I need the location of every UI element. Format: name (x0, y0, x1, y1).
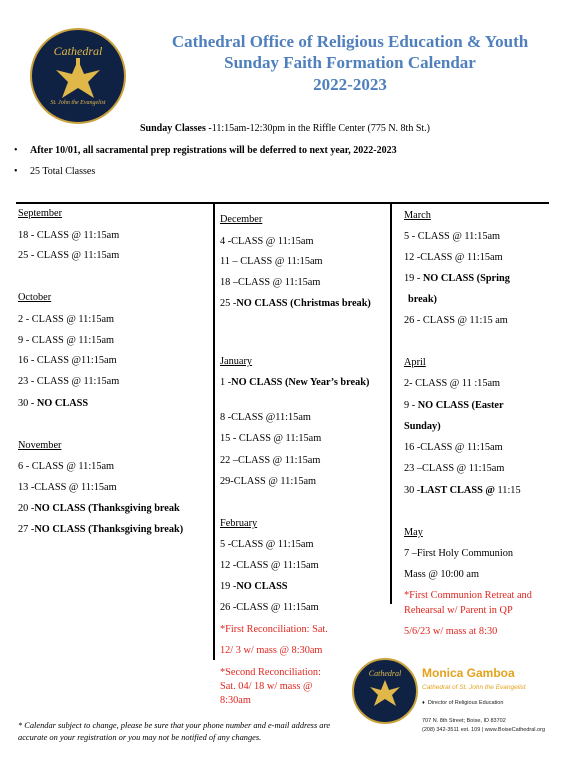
sunday-classes-details: 11:15am-12:30pm in the Riffle Center (775 N. 8th St.) (211, 123, 431, 134)
list-item (220, 377, 386, 388)
item-no-class: NO CLASS (36, 398, 89, 409)
month-february: February (220, 518, 258, 529)
reconciliation-note-2: *Second Reconciliation: (220, 667, 321, 678)
diamond-bullet-icon: ♦ (422, 700, 425, 706)
item-last-class: LAST CLASS @ (420, 485, 495, 496)
month-may: May (404, 527, 423, 538)
signature-logo (352, 658, 418, 724)
list-item: Mass @ 10:00 am (404, 569, 479, 580)
list-item: 12 -CLASS @ 11:15am (404, 252, 503, 263)
list-item (404, 273, 510, 284)
list-item (220, 298, 386, 309)
list-item: 2- CLASS @ 11 :15am (404, 378, 501, 389)
item-no-class: break) (408, 294, 437, 305)
item-no-class: NO CLASS (Easter (417, 400, 504, 411)
month-november: November (18, 440, 62, 451)
bullet-dot-icon: • (14, 166, 18, 177)
list-item: 25 - CLASS @ 11:15am (18, 250, 120, 261)
item-date: 30 - (18, 398, 37, 409)
list-item: 4 -CLASS @ 11:15am (220, 236, 314, 247)
list-item: 16 - CLASS @11:15am (18, 355, 117, 366)
communion-note: *First Communion Retreat and (404, 590, 532, 601)
list-item (404, 400, 504, 411)
list-item: 18 - CLASS @ 11:15am (18, 230, 120, 241)
list-item-continued (404, 421, 441, 432)
item-date: 20 - (18, 503, 35, 514)
list-item (220, 581, 288, 592)
cathedral-logo (30, 28, 126, 124)
signature-name: Monica Gamboa (422, 666, 515, 680)
list-item: 8 -CLASS @11:15am (220, 412, 311, 423)
footnote: * Calendar subject to change, please be sure that your phone number and e-mail address are accurate on your registration or you may not be notified of any changes. (18, 721, 331, 742)
item-no-class: NO CLASS (New Year’s break) (231, 377, 370, 388)
list-item: 11 – CLASS @ 11:15am (220, 256, 323, 267)
list-item: 15 - CLASS @ 11:15am (220, 433, 322, 444)
bullet-item (14, 166, 95, 177)
reconciliation-note-1: *First Reconciliation: Sat. (220, 624, 328, 635)
reconciliation-note-2: Sat. 04/ 18 w/ mass @ (220, 681, 313, 692)
communion-note: 5/6/23 w/ mass at 8:30 (404, 626, 498, 637)
title-line-3: 2022-2023 (313, 75, 387, 94)
list-item (18, 398, 88, 409)
month-october: October (18, 292, 52, 303)
month-march: March (404, 210, 431, 221)
communion-note: Rehearsal w/ Parent in QP (404, 605, 513, 616)
list-item: 13 -CLASS @ 11:15am (18, 482, 117, 493)
item-no-class: NO CLASS (Spring (422, 273, 510, 284)
signature-logo-text: Cathedral (368, 669, 402, 678)
list-item: 6 - CLASS @ 11:15am (18, 461, 115, 472)
month-september: September (18, 208, 63, 219)
horizontal-divider (16, 202, 549, 204)
month-december: December (220, 214, 263, 225)
list-item: 29-CLASS @ 11:15am (220, 476, 317, 487)
item-date: 30 - (404, 485, 421, 496)
list-item (18, 524, 183, 535)
title-line-2: Sunday Faith Formation Calendar (224, 53, 476, 72)
logo-bottom-text: St. John the Evangelist (50, 100, 106, 106)
item-date: 25 - (220, 298, 237, 309)
item-date: 19 - (220, 581, 237, 592)
signature-org: Cathedral of St. John the Evangelist (422, 684, 526, 691)
item-no-class: Sunday) (404, 421, 441, 432)
reconciliation-note-1: 12/ 3 w/ mass @ 8:30am (220, 645, 323, 656)
item-no-class: NO CLASS (Thanksgiving break (34, 503, 180, 514)
month-january: January (220, 356, 253, 367)
signature-role (422, 700, 503, 706)
list-item: 22 –CLASS @ 11:15am (220, 455, 321, 466)
list-item: 23 - CLASS @ 11:15am (18, 376, 120, 387)
list-item (18, 503, 180, 514)
bullet-item (14, 145, 397, 156)
list-item: 2 - CLASS @ 11:15am (18, 314, 115, 325)
item-date: 19 - (404, 273, 423, 284)
list-item: 9 - CLASS @ 11:15am (18, 335, 115, 346)
signature-address: 707 N. 8th Street; Boise, ID 83702 (422, 718, 506, 724)
list-item: 12 -CLASS @ 11:15am (220, 560, 319, 571)
list-item: 16 -CLASS @ 11:15am (404, 442, 503, 453)
signature-contact: (208) 342-3511 ext. 109 | www.BoiseCathedral.org (422, 727, 546, 733)
month-april: April (404, 357, 426, 368)
item-date: 9 - (404, 400, 418, 411)
list-item (404, 485, 521, 496)
item-time: 11:15 (494, 485, 521, 496)
list-item: 18 –CLASS @ 11:15am (220, 277, 321, 288)
item-no-class: NO CLASS (Christmas break) (236, 298, 371, 309)
bullet-text-deferred: After 10/01, all sacramental prep registrations will be deferred to next year, 2022-2023 (30, 145, 397, 156)
list-item: 7 –First Holy Communion (404, 548, 513, 559)
logo-top-text: Cathedral (53, 44, 103, 58)
sunday-classes-label: Sunday Classes - (140, 123, 212, 134)
item-date: 1 - (220, 377, 232, 388)
list-item: 26 - CLASS @ 11:15 am (404, 315, 508, 326)
list-item: 23 –CLASS @ 11:15am (404, 463, 505, 474)
column-divider-right (390, 204, 392, 604)
list-item: 5 -CLASS @ 11:15am (220, 539, 314, 550)
bullet-dot-icon: • (14, 145, 18, 156)
signature-role-text: Director of Religious Education (427, 700, 504, 706)
item-no-class: NO CLASS (Thanksgiving break) (34, 524, 184, 535)
bullet-text-total: 25 Total Classes (30, 166, 96, 177)
item-no-class: NO CLASS (236, 581, 288, 592)
list-item: 26 -CLASS @ 11:15am (220, 602, 319, 613)
list-item: 5 - CLASS @ 11:15am (404, 231, 501, 242)
column-divider-left (213, 204, 215, 660)
item-date: 27 - (18, 524, 35, 535)
reconciliation-note-2: 8:30am (220, 695, 251, 706)
sunday-classes-line (140, 123, 430, 134)
list-item-continued (408, 294, 437, 305)
title-line-1: Cathedral Office of Religious Education & Youth (171, 32, 529, 51)
